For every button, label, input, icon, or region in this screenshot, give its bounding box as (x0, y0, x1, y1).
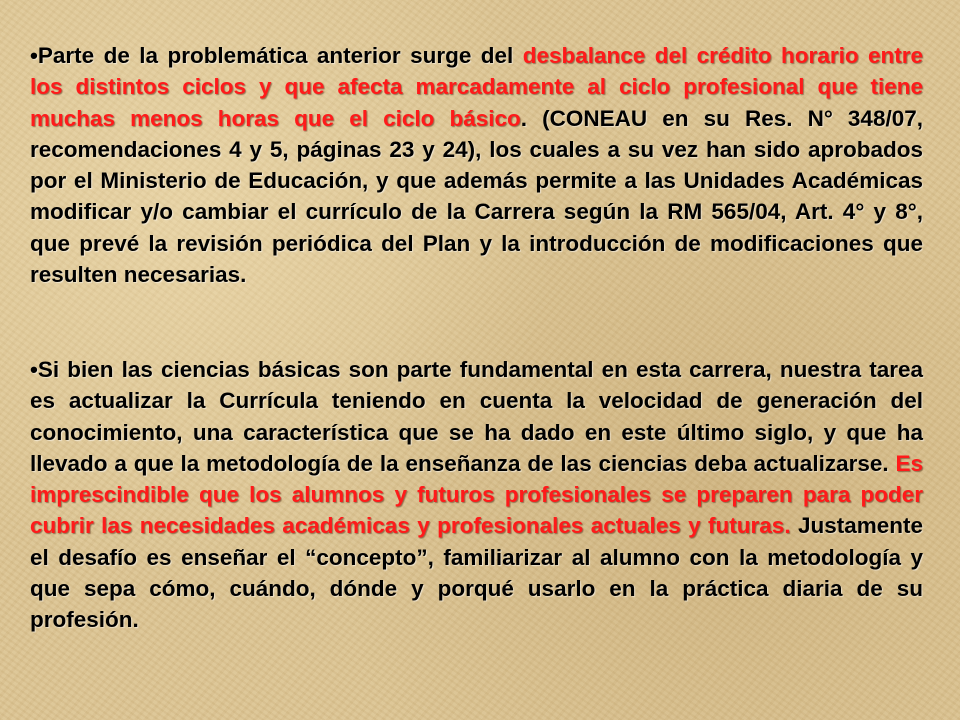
highlighted-text: desbalance del crédito horario entre los distintos ciclos y que afecta marcadamente al ciclo profesional que tiene muchas menos horas que el ciclo básico (30, 43, 924, 131)
paragraph-text: . (CONEAU en su Res. N° 348/07, recomendaciones 4 y 5, páginas 23 y 24), los cuales a su vez han sido aprobados por el Ministerio de Educación, y que además permite a las Unidades Académicas modificar y/o cambiar el currículo de la Carrera según la RM 565/04, Art. 4° y 8°, que prevé la revisión periódica del Plan y la introducción de modificaciones que resulten necesarias. (30, 105, 923, 288)
paragraph-text: Justamente el desafío es enseñar el “concepto”, familiarizar al alumno con la metodología y que sepa cómo, cuándo, dónde y porqué usarlo en la práctica diaria de su profesión. (30, 513, 923, 633)
paragraph-credit-imbalance (30, 40, 923, 290)
paragraph-text: Si bien las ciencias básicas son parte fundamental en esta carrera, nuestra tarea es actualizar la Currícula teniendo en cuenta la velocidad de generación del conocimiento, una característica que se ha dado en este último siglo, y que ha llevado a que la metodología de la enseñanza de las ciencias deba actualizarse. (30, 357, 923, 476)
highlighted-text: Es imprescindible que los alumnos y futuros profesionales se preparen para poder cubrir las necesidades académicas y profesionales actuales y futuras. (30, 450, 923, 539)
bullet: • (30, 357, 38, 382)
bullet: • (30, 43, 38, 68)
paragraph-text: Parte de la problemática anterior surge del (37, 43, 523, 68)
paragraph-curriculum-update (30, 354, 923, 636)
